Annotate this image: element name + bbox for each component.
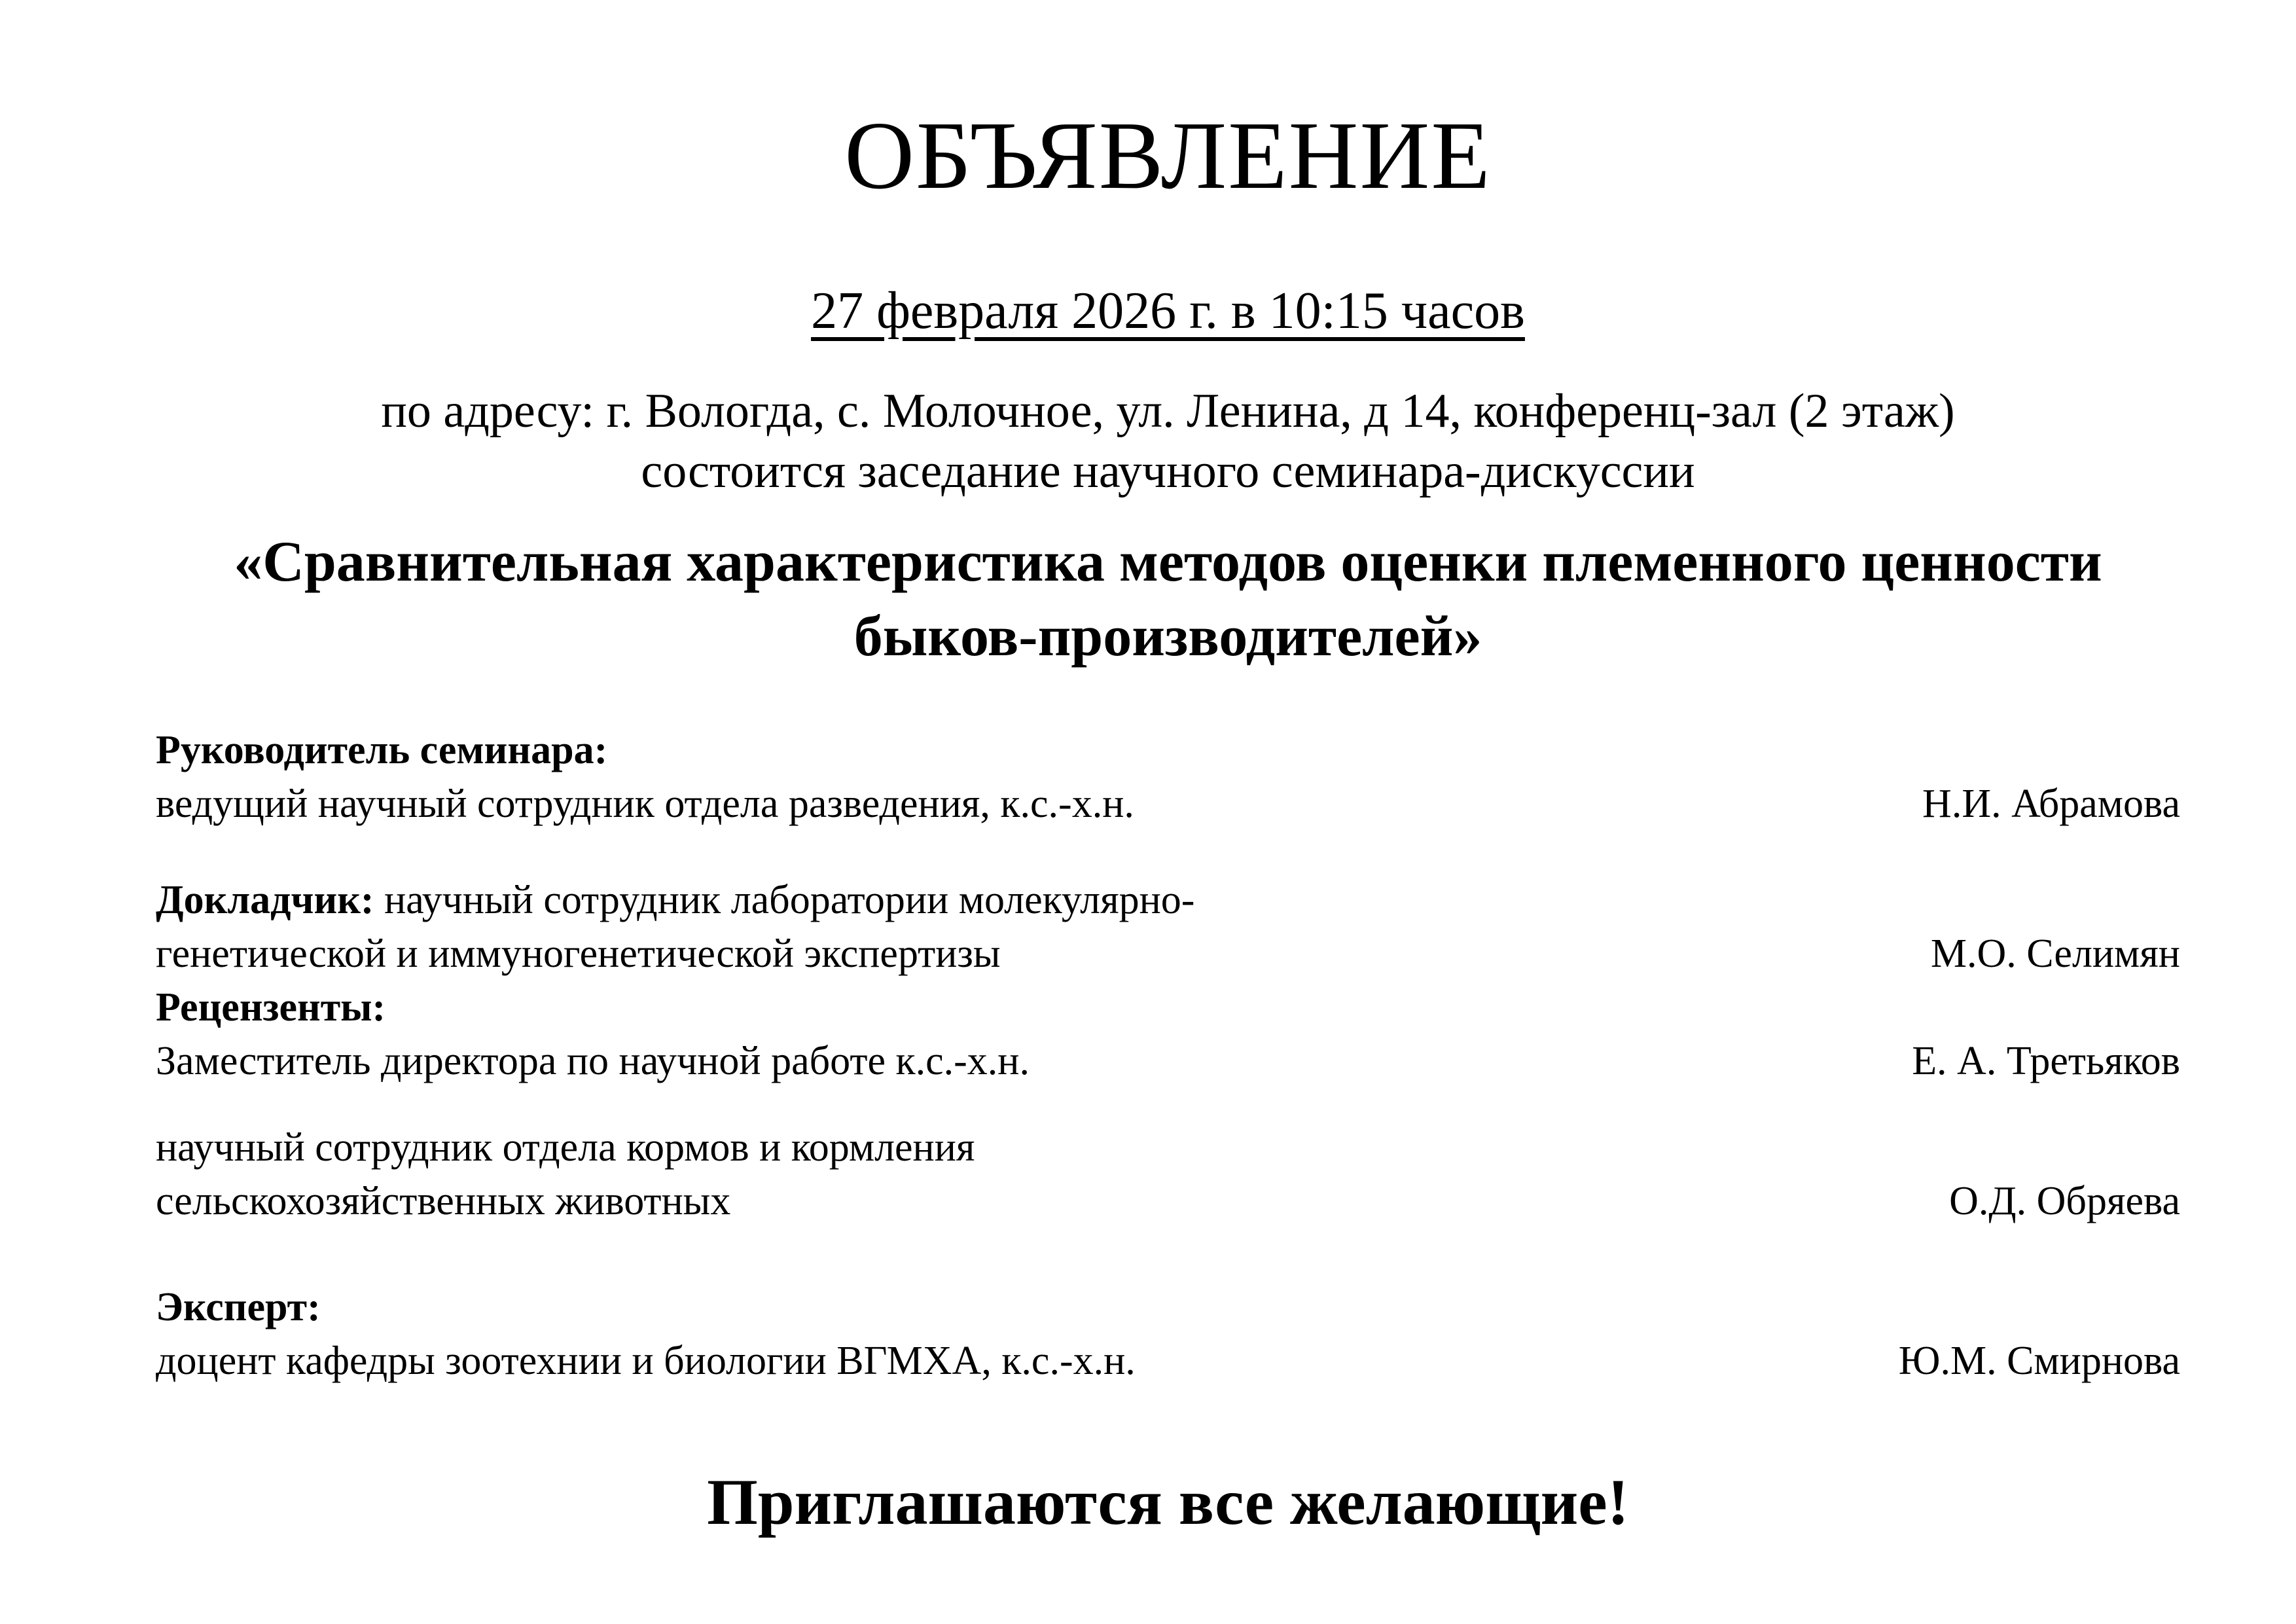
leader-role: ведущий научный сотрудник отдела разведения, к.с.-х.н. bbox=[156, 782, 1134, 827]
event-line: состоится заседание научного семинара-дискуссии bbox=[641, 444, 1695, 499]
seminar-topic bbox=[156, 525, 2180, 675]
participants-list bbox=[156, 723, 2180, 1388]
expert-label: Эксперт: bbox=[156, 1285, 321, 1330]
reviewer1-name: Е. А. Третьяков bbox=[1912, 1039, 2180, 1084]
closing-line: Приглашаются все желающие! bbox=[707, 1466, 1629, 1539]
seminar-topic-line2: быков-производителей» bbox=[853, 604, 1482, 668]
expert-name: Ю.М. Смирнова bbox=[1898, 1339, 2180, 1384]
reviewer2-role-line2: сельскохозяйственных животных bbox=[156, 1179, 731, 1224]
date-text: 27 февраля 2026 г. в 10:15 часов bbox=[811, 281, 1525, 340]
reviewer2-role-line1: научный сотрудник отдела кормов и кормления bbox=[156, 1125, 975, 1170]
address-block bbox=[156, 381, 2180, 502]
reviewer2-row-2 bbox=[156, 1174, 2180, 1228]
reviewers-label: Рецензенты: bbox=[156, 985, 386, 1030]
reviewer1-row bbox=[156, 1034, 2180, 1088]
reviewer1-role: Заместитель директора по научной работе к.с.-х.н. bbox=[156, 1039, 1030, 1084]
speaker-role-line2: генетической и иммуногенетической экспертизы bbox=[156, 931, 1001, 977]
speaker-label: Докладчик: bbox=[156, 878, 374, 923]
address-line: по адресу: г. Вологда, с. Молочное, ул. Ленина, д 14, конференц-зал (2 этаж) bbox=[381, 384, 1955, 438]
leader-label: Руководитель семинара: bbox=[156, 728, 608, 773]
reviewer2-name: О.Д. Обряева bbox=[1949, 1179, 2180, 1224]
page-title: ОБЪЯВЛЕНИЕ bbox=[844, 102, 1492, 209]
leader-name: Н.И. Абрамова bbox=[1922, 782, 2180, 827]
speaker-name: М.О. Селимян bbox=[1930, 931, 2180, 977]
speaker-row-1 bbox=[156, 873, 2180, 927]
reviewer2-row-1 bbox=[156, 1121, 2180, 1174]
seminar-topic-line1: «Сравнительная характеристика методов оценки племенного ценности bbox=[234, 530, 2102, 594]
expert-row bbox=[156, 1334, 2180, 1388]
date-line bbox=[156, 277, 2180, 345]
speaker-row-2 bbox=[156, 927, 2180, 981]
leader-row bbox=[156, 777, 2180, 831]
expert-role: доцент кафедры зоотехнии и биологии ВГМХА, к.с.-х.н. bbox=[156, 1339, 1136, 1384]
speaker-role-line1: научный сотрудник лаборатории молекулярно- bbox=[384, 878, 1195, 923]
